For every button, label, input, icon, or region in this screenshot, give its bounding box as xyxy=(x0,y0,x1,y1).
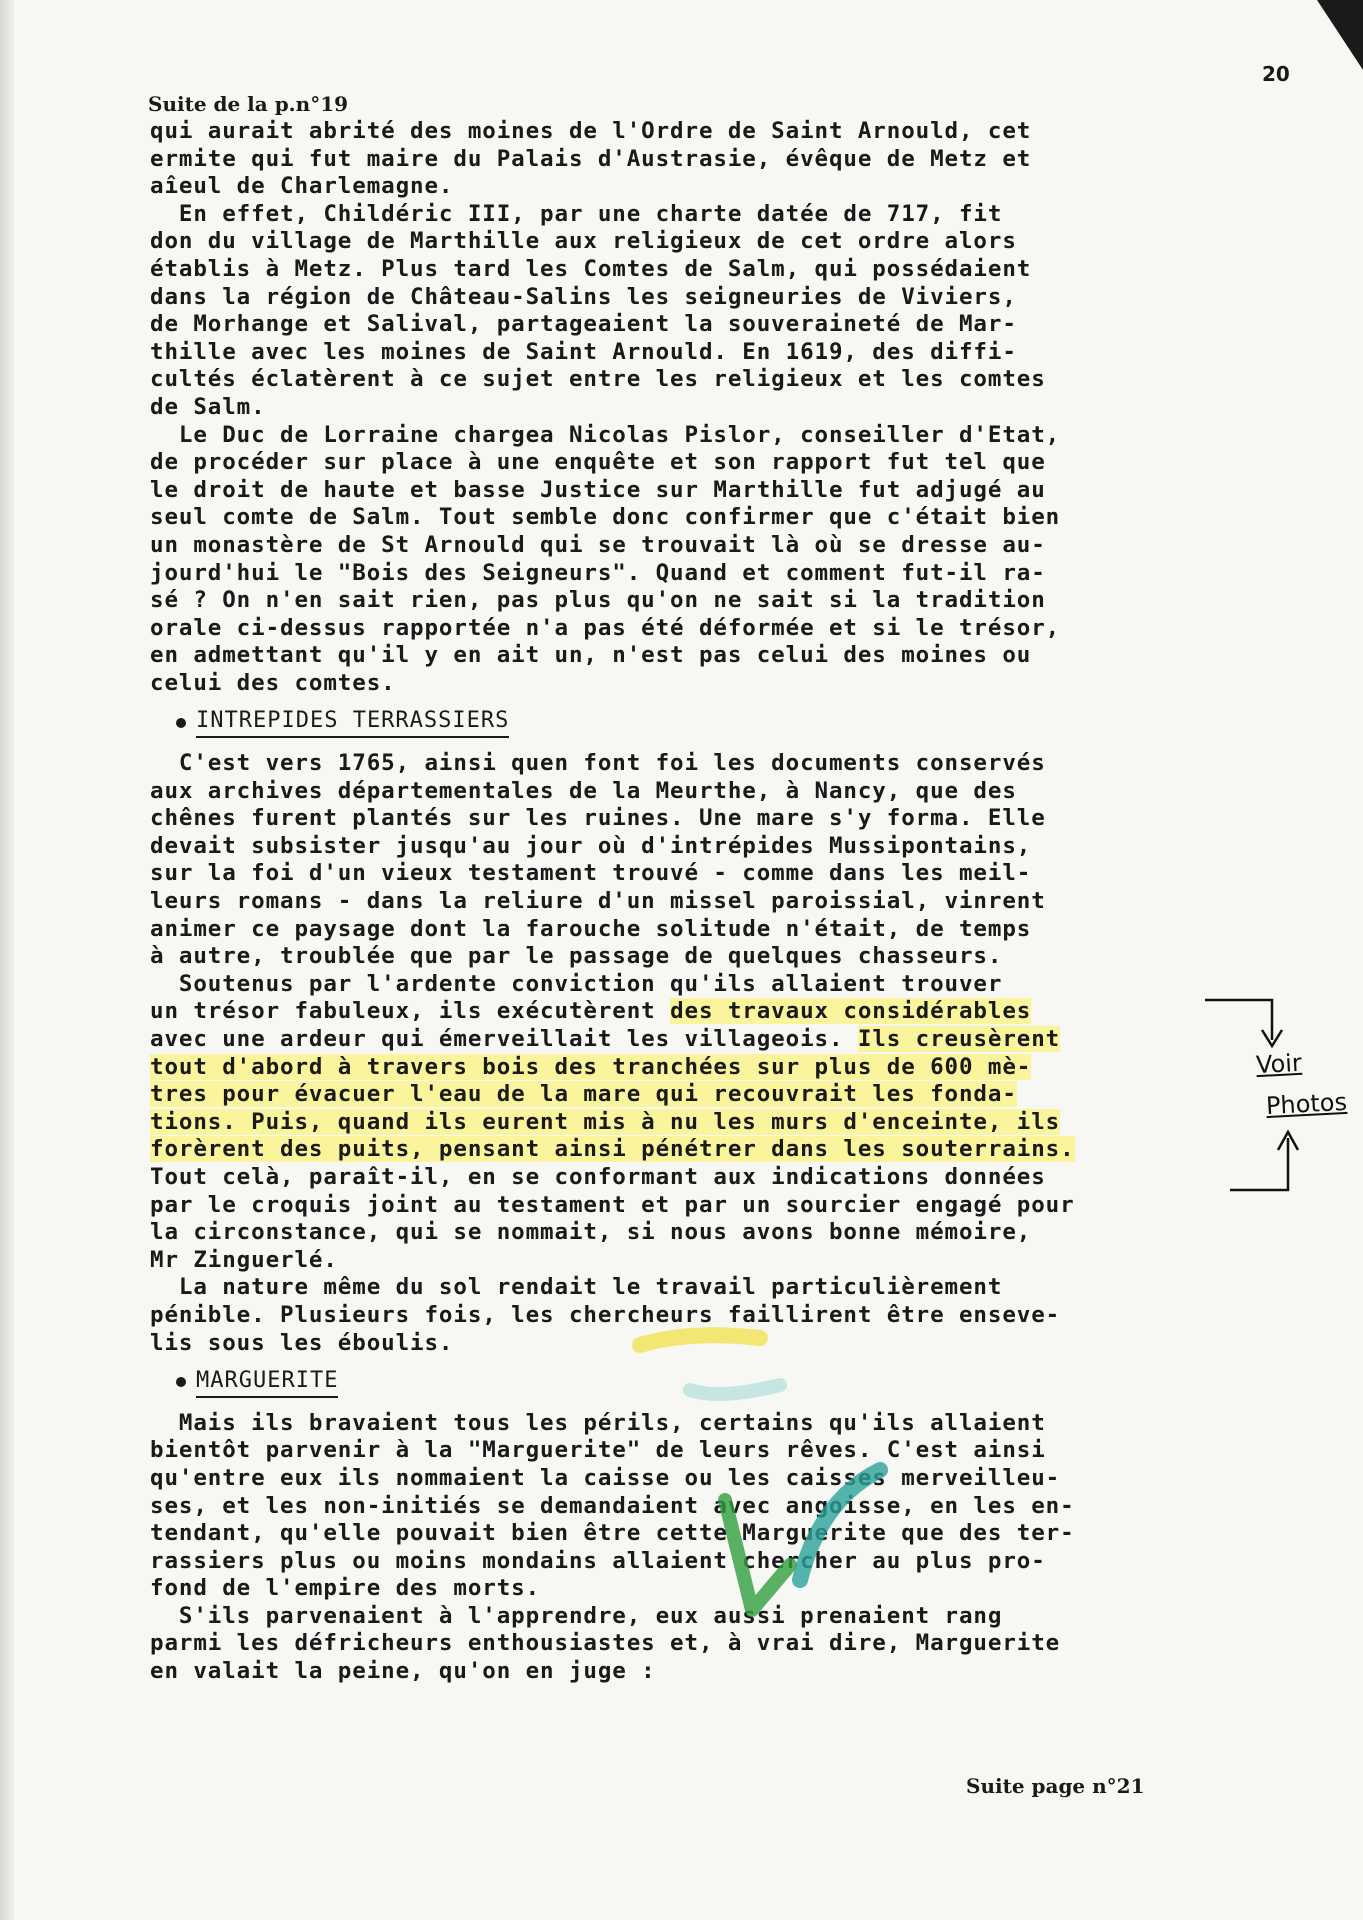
text-run: aîeul de Charlemagne. xyxy=(150,173,454,200)
text-run: leurs romans - dans la reliure d'un missel paroissial, vinrent xyxy=(150,888,1046,915)
text-run: Mais ils bravaient tous les périls, certains qu'ils allaient xyxy=(150,1409,1046,1436)
text-run: avec une ardeur qui émerveillait les villageois. xyxy=(150,1026,858,1052)
text-run: qui aurait abrité des moines de l'Ordre de Saint Arnould, cet xyxy=(150,118,1032,144)
text-run: qu'entre eux ils nommaient la caisse ou les caisses merveilleu- xyxy=(150,1464,1061,1491)
text-run: En effet, Childéric III, par une charte datée de 717, fit xyxy=(150,200,1003,227)
text-run: celui des comtes. xyxy=(150,669,396,696)
text-run: en valait la peine, qu'on en juge : xyxy=(150,1658,656,1685)
text-run: aux archives départementales de la Meurthe, à Nancy, que des xyxy=(150,777,1017,804)
text-run: établis à Metz. Plus tard les Comtes de Salm, qui possédaient xyxy=(150,255,1032,282)
text-run: Le Duc de Lorraine chargea Nicolas Pislor, conseiller d'Etat, xyxy=(150,421,1061,448)
text-run: tendant, qu'elle pouvait bien être cette Marguerite que des ter- xyxy=(150,1520,1075,1547)
text-run: de procéder sur place à une enquête et son rapport fut tel que xyxy=(150,449,1046,476)
continued-from-note: Suite de la p.n°19 xyxy=(148,92,349,116)
text-run: jourd'hui le "Bois des Seigneurs". Quand et comment fut-il ra- xyxy=(150,559,1046,586)
text-run: orale ci-dessus rapportée n'a pas été déformée et si le trésor, xyxy=(150,614,1061,641)
text-run: en admettant qu'il y en ait un, n'est pas celui des moines ou xyxy=(150,642,1032,669)
highlighted-text: des travaux considérables xyxy=(670,998,1032,1025)
section-title: INTREPIDES TERRASSIERS xyxy=(196,707,509,738)
text-run: bientôt parvenir à la "Marguerite" de leurs rêves. C'est ainsi xyxy=(150,1437,1046,1464)
highlighted-text: tions. Puis, quand ils eurent mis à nu les murs d'enceinte, ils xyxy=(150,1108,1061,1135)
text-run: Mr Zinguerlé. xyxy=(150,1246,338,1273)
handwritten-voir: Voir xyxy=(1255,1048,1303,1080)
teal-marker-stroke xyxy=(800,1470,880,1580)
text-run: La nature même du sol rendait le travail particulièrement xyxy=(150,1274,1003,1301)
highlighted-text: Ils creusèrent xyxy=(857,1026,1061,1052)
text-run: dans la région de Château-Salins les seigneuries de Viviers, xyxy=(150,283,1017,310)
text-run: thille avec les moines de Saint Arnould. En 1619, des diffi- xyxy=(150,338,1017,365)
text-run: devait subsister jusqu'au jour où d'intrépides Mussipontains, xyxy=(150,832,1032,859)
text-run: animer ce paysage dont la farouche solitude n'était, de temps xyxy=(150,915,1032,942)
text-run: un trésor fabuleux, ils exécutèrent xyxy=(150,998,671,1025)
text-run: chênes furent plantés sur les ruines. Une mare s'y forma. Elle xyxy=(150,805,1046,832)
text-run: Soutenus par l'ardente conviction qu'ils allaient trouver xyxy=(150,970,1003,997)
text-run: C'est vers 1765, ainsi quen font foi les documents conservés xyxy=(150,750,1046,777)
text-run: seul comte de Salm. Tout semble donc confirmer que c'était bien xyxy=(150,504,1061,531)
text-run: ses, et les non-initiés se demandaient avec angoisse, en les en- xyxy=(150,1492,1075,1519)
text-run: parmi les défricheurs enthousiastes et, à vrai dire, Marguerite xyxy=(150,1630,1061,1657)
text-run: de Salm. xyxy=(150,393,266,420)
text-run: un monastère de St Arnould qui se trouvait là où se dresse au- xyxy=(150,531,1046,558)
text-run: ermite qui fut maire du Palais d'Austrasie, évêque de Metz et xyxy=(150,145,1032,172)
text-run: S'ils parvenaient à l'apprendre, eux aussi prenaient rang xyxy=(150,1602,1003,1629)
text-run: lis sous les éboulis. xyxy=(150,1329,454,1356)
text-run: la circonstance, qui se nommait, si nous avons bonne mémoire, xyxy=(150,1219,1032,1246)
text-run: pénible. Plusieurs fois, les chercheurs faillirent être enseve- xyxy=(150,1301,1061,1328)
yellow-marker-stroke xyxy=(640,1335,760,1345)
text-run: à autre, troublée que par le passage de quelques chasseurs. xyxy=(150,943,1003,970)
arrow-line-top xyxy=(1205,1000,1272,1040)
highlighted-text: tout d'abord à travers bois des tranchées sur plus de 600 mè- xyxy=(150,1053,1032,1080)
light-teal-marker-stroke xyxy=(690,1385,780,1394)
text-run: sé ? On n'en sait rien, pas plus qu'on ne sait si la tradition xyxy=(150,587,1046,614)
text-run: le droit de haute et basse Justice sur Marthille fut adjugé au xyxy=(150,476,1046,503)
highlighted-text: tres pour évacuer l'eau de la mare qui recouvrait les fonda- xyxy=(150,1081,1017,1108)
handwritten-photos: Photos xyxy=(1265,1087,1348,1121)
text-run: don du village de Marthille aux religieux de cet ordre alors xyxy=(150,228,1017,255)
text-run: fond de l'empire des morts. xyxy=(150,1575,541,1602)
text-run: sur la foi d'un vieux testament trouvé - comme dans les meil- xyxy=(150,860,1032,887)
green-marker-stroke xyxy=(725,1500,790,1610)
text-run: Tout celà, paraît-il, en se conformant aux indications données xyxy=(150,1163,1046,1190)
text-run: de Morhange et Salival, partageaient la souveraineté de Mar- xyxy=(150,311,1017,338)
text-run: par le croquis joint au testament et par un sourcier engagé pour xyxy=(150,1191,1075,1218)
page-number: 20 xyxy=(1262,62,1290,86)
section-title: MARGUERITE xyxy=(196,1367,338,1398)
continued-on-note: Suite page n°21 xyxy=(966,1774,1145,1798)
highlighted-text: forèrent des puits, pensant ainsi pénétrer dans les souterrains. xyxy=(150,1136,1075,1163)
text-run: rassiers plus ou moins mondains allaient chercher au plus pro- xyxy=(150,1547,1046,1574)
text-run: cultés éclatèrent à ce sujet entre les religieux et les comtes xyxy=(150,366,1046,393)
